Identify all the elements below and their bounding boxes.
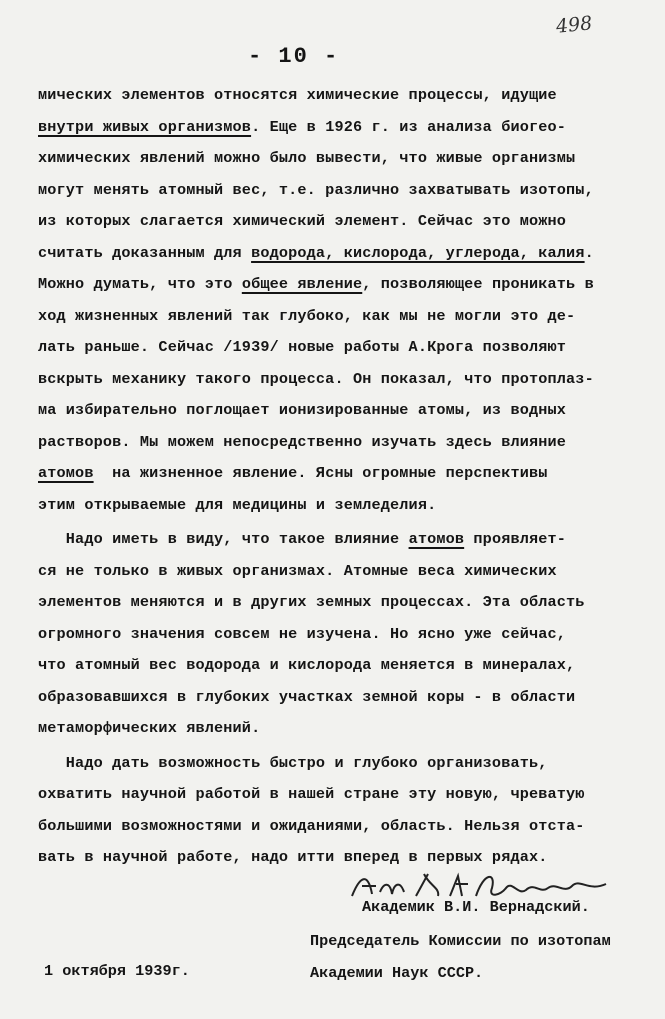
text-line: растворов. Мы можем непосредственно изучать здесь влияние <box>38 432 567 451</box>
text-line: что атомный вес водорода и кислорода меняется в минералах, <box>38 656 576 674</box>
letter-body <box>38 80 638 874</box>
signer-position-line: Академии Наук СССР. <box>310 964 484 982</box>
signer-name: Академик В.И. Вернадский. <box>362 898 590 916</box>
text-line: огромного значения совсем не изучена. Но ясно уже сейчас, <box>38 624 567 643</box>
text-line: большими возможностями и ожиданиями, область. Нельзя отста- <box>38 816 585 835</box>
text-line: вскрыть механику такого процесса. Он показал, что протоплаз- <box>38 369 594 388</box>
document-date: 1 октября 1939г. <box>44 962 190 980</box>
text-line: этим открываемые для медицины и земледелия. <box>38 495 437 514</box>
text-line: образовавшихся в глубоких участках земной коры - в области <box>38 687 576 706</box>
text-line: могут менять атомный вес, т.е. различно захватывать изотопы, <box>38 180 594 199</box>
text-line: лать раньше. Сейчас /1939/ новые работы А.Крога позволяют <box>38 338 567 356</box>
text-line: из которых слагается химический элемент. Сейчас это можно <box>38 212 567 230</box>
text-line: Надо дать возможность быстро и глубоко организовать, <box>38 753 548 772</box>
text-line: охватить научной работой в нашей стране эту новую, чреватую <box>38 785 585 803</box>
text-line: ход жизненных явлений так глубоко, как мы не могли это де- <box>38 306 576 325</box>
text-line: метаморфических явлений. <box>38 719 261 737</box>
text-line: считать доказанным для водорода, кислорода, углерода, калия. <box>38 243 594 262</box>
text-line: мических элементов относятся химические процессы, идущие <box>38 86 557 104</box>
text-line: химических явлений можно было вывести, что живые организмы <box>38 149 576 167</box>
text-line: ма избирательно поглощает ионизированные атомы, из водных <box>38 401 567 419</box>
text-line: атомов на жизненное явление. Ясны огромные перспективы <box>38 464 548 482</box>
page-number: - 10 - <box>248 44 340 69</box>
text-line: Надо иметь в виду, что такое влияние атомов проявляет- <box>38 530 567 548</box>
archive-page-number: 498 <box>554 12 594 38</box>
text-line: элементов меняются и в других земных процессах. Эта область <box>38 593 585 611</box>
signer-position-line: Председатель Комиссии по изотопам <box>310 932 611 950</box>
text-line: вать в научной работе, надо итти вперед в первых рядах. <box>38 848 548 866</box>
text-line: внутри живых организмов. Еще в 1926 г. из анализа биогео- <box>38 117 567 136</box>
text-line: ся не только в живых организмах. Атомные веса химических <box>38 561 557 580</box>
text-line: Можно думать, что это общее явление, позволяющее проникать в <box>38 275 594 293</box>
